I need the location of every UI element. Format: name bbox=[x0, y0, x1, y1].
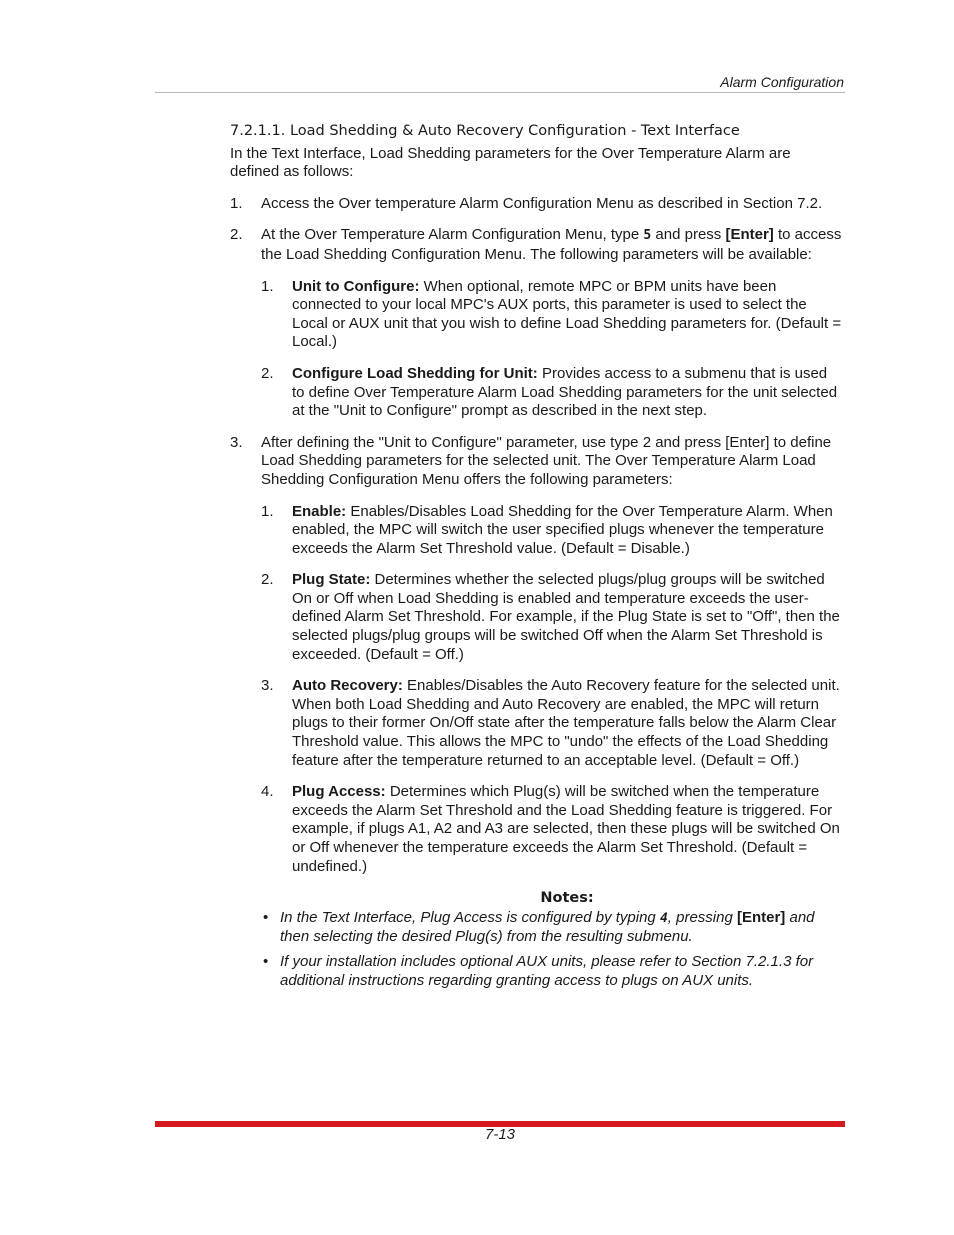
step-number: 3. bbox=[230, 433, 243, 451]
step-number: 1. bbox=[230, 194, 243, 212]
step-text: At the Over Temperature Alarm Configuration Menu, type 5 and press [Enter] to access the Load Shedding Configuration Menu. The following parameters will be available: bbox=[261, 226, 842, 263]
parameter-enable bbox=[261, 503, 842, 559]
enter-key-label: [Enter] bbox=[725, 226, 774, 244]
section-heading: 7.2.1.1. Load Shedding & Auto Recovery Configuration - Text Interface bbox=[230, 123, 740, 139]
parameter-configure-load-shedding bbox=[261, 365, 842, 421]
parameter-description: When optional, remote MPC or BPM units have been connected to your local MPC's AUX ports, this parameter is used to select the Local or AUX unit that you wish to define Load Shedding parameters for. (Default = Local.) bbox=[292, 277, 842, 351]
note-item bbox=[230, 953, 842, 990]
header-divider bbox=[155, 92, 845, 93]
step-1 bbox=[230, 195, 842, 214]
item-number: 2. bbox=[261, 571, 274, 589]
parameter-term: Plug State: bbox=[292, 571, 371, 589]
notes-heading: Notes: bbox=[540, 890, 594, 907]
parameter-plug-state bbox=[261, 571, 842, 664]
page-number: 7-13 bbox=[484, 1126, 516, 1143]
intro-paragraph: In the Text Interface, Load Shedding parameters for the Over Temperature Alarm are defined as follows: bbox=[230, 144, 791, 181]
enter-key-label: [Enter] bbox=[736, 908, 786, 926]
parameter-auto-recovery bbox=[261, 677, 842, 770]
bullet-icon: • bbox=[263, 952, 269, 970]
parameter-term: Auto Recovery: bbox=[292, 677, 403, 695]
step-text: Access the Over temperature Alarm Configuration Menu as described in Section 7.2. bbox=[261, 194, 823, 212]
parameter-unit-to-configure bbox=[261, 278, 842, 352]
step-3 bbox=[230, 434, 842, 876]
item-number: 1. bbox=[261, 502, 274, 520]
parameter-description: Enables/Disables the Auto Recovery feature for the selected unit. When both Load Shedding and Auto Recovery are enabled, the MPC will return plugs to their former On/Off state after the temperature falls below the Alarm Clear Threshold value. This allows the MPC to "undo" the effects of the Load Shedding feature after the temperature returned to an acceptable level. (Default = Off.) bbox=[292, 677, 840, 769]
note-item: • In the Text Interface, Plug Access is configured by typing 4, pressing [Enter] and then selecting the desired Plug(s) from the resulting submenu. bbox=[263, 908, 815, 946]
key-5: 5 bbox=[643, 228, 652, 244]
parameter-term: Enable: bbox=[292, 502, 347, 520]
parameter-description: Determines which Plug(s) will be switched when the temperature exceeds the Alarm Set Threshold and the Load Shedding feature is triggered. For example, if plugs A1, A2 and A3 are selected, then these plugs will be switched On or Off whenever the temperature exceeds the Alarm Set Threshold. (Default = undefined.) bbox=[292, 783, 840, 875]
parameter-term: Configure Load Shedding for Unit: bbox=[292, 364, 538, 382]
parameter-description: Enables/Disables Load Shedding for the Over Temperature Alarm. When enabled, the MPC will switch the user specified plugs whenever the temperature exceeds the Alarm Set Threshold value. (Default = Disable.) bbox=[292, 502, 833, 557]
key-4: 4 bbox=[659, 910, 668, 926]
parameter-plug-access bbox=[261, 783, 842, 876]
parameter-description: Provides access to a submenu that is used to define Over Temperature Alarm Load Shedding parameters for the unit selected at the "Unit to Configure" prompt as described in the next step. bbox=[292, 364, 838, 420]
bullet-icon: • bbox=[263, 908, 269, 926]
step-text: After defining the "Unit to Configure" parameter, use type 2 and press [Enter] to define Load Shedding parameters for the selected unit. The Over Temperature Alarm Load Shedding Configuration Menu offers the following parameters: bbox=[261, 433, 832, 488]
running-header: Alarm Configuration bbox=[720, 74, 844, 90]
parameter-term: Unit to Configure: bbox=[292, 277, 420, 295]
step-2 bbox=[230, 226, 842, 420]
parameter-description: Determines whether the selected plugs/plug groups will be switched On or Off when Load Shedding is enabled and temperature exceeds the user-defined Alarm Set Threshold. For example, if the Plug State is set to "Off", then the selected plugs/plug groups will be switched Off when the Alarm Set Threshold is exceeded. (Default = Off.) bbox=[292, 571, 840, 663]
item-number: 3. bbox=[261, 677, 274, 695]
page-body bbox=[230, 122, 842, 996]
item-number: 2. bbox=[261, 364, 274, 382]
item-number: 4. bbox=[261, 783, 274, 801]
parameter-term: Plug Access: bbox=[292, 783, 386, 801]
step-number: 2. bbox=[230, 226, 243, 244]
item-number: 1. bbox=[261, 277, 274, 295]
note-text: If your installation includes optional AUX units, please refer to Section 7.2.1.3 for additional instructions regarding granting access to plugs on AUX units. bbox=[280, 952, 814, 989]
